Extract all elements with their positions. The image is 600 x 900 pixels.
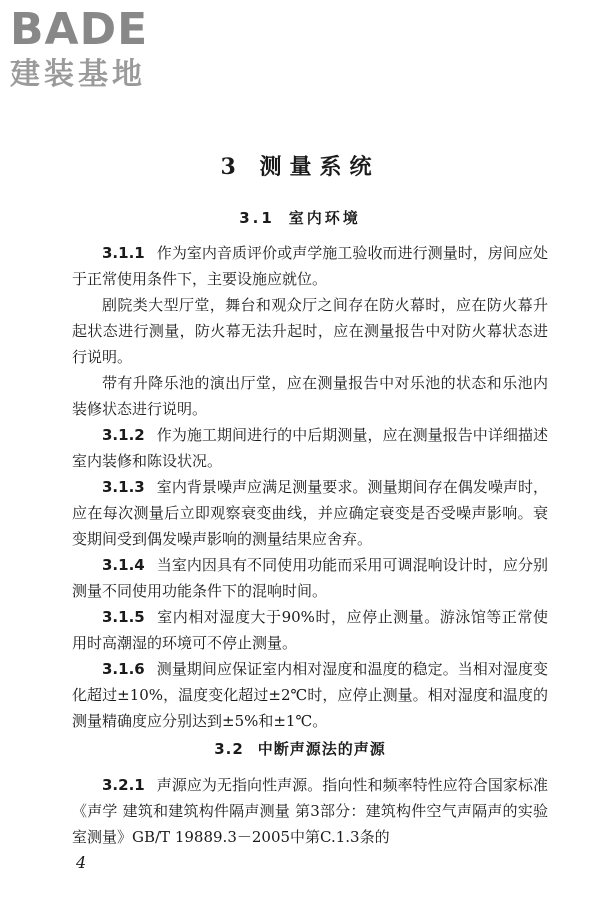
clause-number: 3.1.4 [102, 556, 145, 574]
section-heading: 中断声源法的声源 [257, 740, 386, 758]
clause-number: 3.1.3 [102, 478, 145, 496]
clause-number: 3.1.6 [102, 660, 145, 678]
clause-3-1-3 [72, 474, 548, 552]
clause-3-1-2 [72, 422, 548, 474]
clause-3-1-4 [72, 552, 548, 604]
logo [10, 4, 180, 92]
clause-text: 作为室内音质评价或声学施工验收而进行测量时，房间应处于正常使用条件下，主要设施应就位。 [72, 244, 548, 288]
clause-text: 声源应为无指向性声源。指向性和频率特性应符合国家标准《声学 建筑和建筑构件隔声测量 第3部分：建筑构件空气声隔声的实验室测量》GB/T 19889.3－2005中第C.1.3条的 [72, 776, 548, 846]
clause-3-1-5 [72, 604, 548, 656]
paragraph-orchestra-pit [72, 370, 548, 422]
clause-number: 3.2.1 [102, 776, 145, 794]
clause-text: 室内背景噪声应满足测量要求。测量期间存在偶发噪声时，应在每次测量后立即观察衰变曲线，并应确定衰变是否受噪声影响。衰变期间受到偶发噪声影响的测量结果应舍弃。 [72, 478, 548, 548]
section-number: 3.2 [214, 740, 244, 758]
section-number: 3.1 [239, 209, 275, 227]
clause-3-1-6 [72, 656, 548, 734]
paragraph-text: 带有升降乐池的演出厅堂，应在测量报告中对乐池的状态和乐池内装修状态进行说明。 [72, 374, 548, 418]
clause-number: 3.1.5 [102, 608, 145, 626]
clause-number: 3.1.1 [102, 244, 145, 262]
clause-number: 3.1.2 [102, 426, 145, 444]
section-title-3-2 [0, 738, 600, 759]
page-number: 4 [76, 853, 87, 872]
section-heading: 室内环境 [288, 209, 361, 227]
logo-brand: BADE [10, 4, 149, 55]
paragraph-fire-curtain [72, 292, 548, 370]
clause-text: 当室内因具有不同使用功能而采用可调混响设计时，应分别测量不同使用功能条件下的混响时间。 [72, 556, 548, 600]
clause-3-1-1 [72, 240, 548, 292]
chapter-title: 3 测量系统 [220, 154, 380, 180]
clause-text: 作为施工期间进行的中后期测量，应在测量报告中详细描述室内装修和陈设状况。 [72, 426, 548, 470]
section-title-3-1 [0, 207, 600, 228]
clause-3-2-1 [72, 772, 548, 850]
paragraph-text: 剧院类大型厅堂，舞台和观众厅之间存在防火幕时，应在防火幕升起状态进行测量，防火幕无法升起时，应在测量报告中对防火幕状态进行说明。 [72, 296, 548, 366]
clause-text: 测量期间应保证室内相对湿度和温度的稳定。当相对湿度变化超过±10%，温度变化超过±2℃时，应停止测量。相对湿度和温度的测量精确度应分别达到±5%和±1℃。 [72, 660, 548, 730]
clause-text: 室内相对湿度大于90%时，应停止测量。游泳馆等正常使用时高潮湿的环境可不停止测量。 [72, 608, 548, 652]
logo-subtitle: 建装基地 [10, 57, 146, 92]
